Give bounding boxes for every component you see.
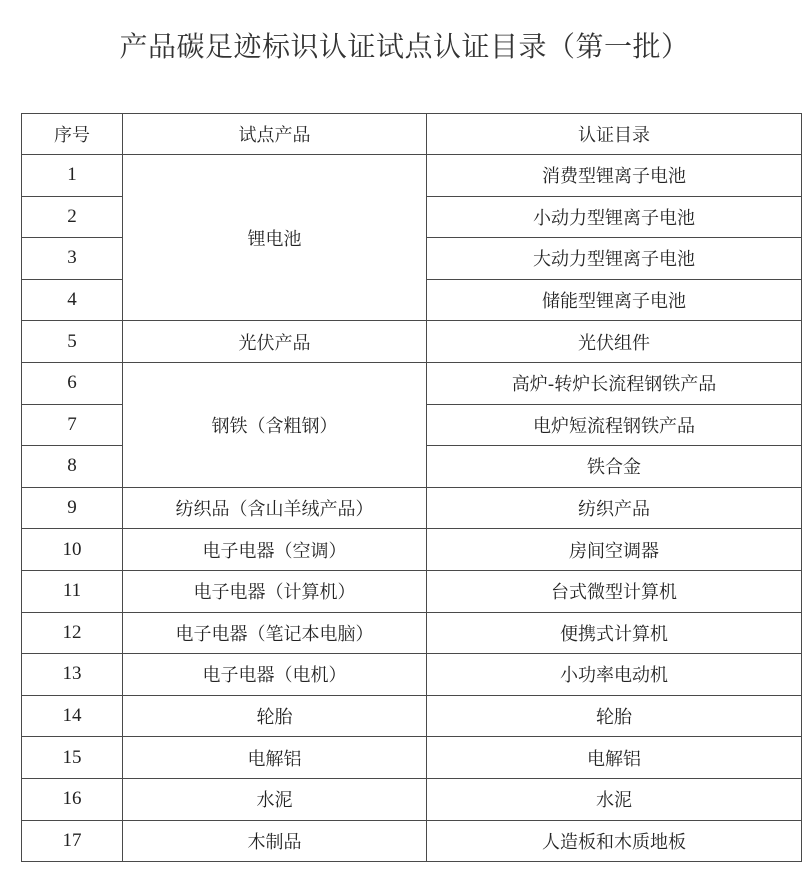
serial-number-cell: 6 (22, 362, 123, 404)
catalog-cell: 台式微型计算机 (427, 570, 802, 612)
header-pilot-product: 试点产品 (123, 114, 427, 155)
table-row (22, 778, 802, 820)
pilot-product-cell: 电子电器（笔记本电脑） (123, 612, 427, 654)
table-row (22, 487, 802, 529)
header-row (22, 114, 802, 155)
header-certification-catalog: 认证目录 (427, 114, 802, 155)
catalog-cell: 高炉-转炉长流程钢铁产品 (427, 362, 802, 404)
pilot-product-cell: 纺织品（含山羊绒产品） (123, 487, 427, 529)
catalog-cell: 人造板和木质地板 (427, 820, 802, 862)
serial-number-cell: 1 (22, 155, 123, 197)
serial-number-cell: 12 (22, 612, 123, 654)
serial-number-cell: 7 (22, 404, 123, 446)
pilot-product-cell: 电子电器（电机） (123, 654, 427, 696)
catalog-cell: 纺织产品 (427, 487, 802, 529)
catalog-cell: 小动力型锂离子电池 (427, 196, 802, 238)
serial-number-cell: 9 (22, 487, 123, 529)
catalog-cell: 大动力型锂离子电池 (427, 238, 802, 280)
pilot-product-cell: 水泥 (123, 778, 427, 820)
catalog-cell: 消费型锂离子电池 (427, 155, 802, 197)
serial-number-cell: 2 (22, 196, 123, 238)
catalog-cell: 便携式计算机 (427, 612, 802, 654)
pilot-product-cell: 光伏产品 (123, 321, 427, 363)
pilot-product-cell: 木制品 (123, 820, 427, 862)
catalog-cell: 电解铝 (427, 737, 802, 779)
table-row (22, 529, 802, 571)
serial-number-cell: 16 (22, 778, 123, 820)
catalog-cell: 水泥 (427, 778, 802, 820)
serial-number-cell: 4 (22, 279, 123, 321)
serial-number-cell: 14 (22, 695, 123, 737)
table-row (22, 362, 802, 404)
catalog-cell: 铁合金 (427, 446, 802, 488)
serial-number-cell: 15 (22, 737, 123, 779)
table-body (22, 155, 802, 862)
pilot-product-cell: 轮胎 (123, 695, 427, 737)
serial-number-cell: 13 (22, 654, 123, 696)
table-row (22, 695, 802, 737)
page-title: 产品碳足迹标识认证试点认证目录（第一批） (119, 29, 690, 63)
catalog-cell: 小功率电动机 (427, 654, 802, 696)
pilot-product-cell: 电解铝 (123, 737, 427, 779)
table-row (22, 612, 802, 654)
serial-number-cell: 5 (22, 321, 123, 363)
table-row (22, 820, 802, 862)
table-header (22, 114, 802, 155)
catalog-cell: 电炉短流程钢铁产品 (427, 404, 802, 446)
catalog-cell: 光伏组件 (427, 321, 802, 363)
pilot-product-cell: 钢铁（含粗钢） (123, 362, 427, 487)
pilot-product-cell: 电子电器（计算机） (123, 570, 427, 612)
serial-number-cell: 10 (22, 529, 123, 571)
table-row (22, 570, 802, 612)
certification-catalog-table (21, 113, 802, 862)
catalog-cell: 储能型锂离子电池 (427, 279, 802, 321)
table-row (22, 654, 802, 696)
serial-number-cell: 3 (22, 238, 123, 280)
table-row (22, 155, 802, 197)
pilot-product-cell: 电子电器（空调） (123, 529, 427, 571)
header-serial-number: 序号 (22, 114, 123, 155)
table-row (22, 737, 802, 779)
catalog-cell: 轮胎 (427, 695, 802, 737)
serial-number-cell: 17 (22, 820, 123, 862)
catalog-cell: 房间空调器 (427, 529, 802, 571)
pilot-product-cell: 锂电池 (123, 155, 427, 321)
table-row (22, 321, 802, 363)
serial-number-cell: 8 (22, 446, 123, 488)
serial-number-cell: 11 (22, 570, 123, 612)
